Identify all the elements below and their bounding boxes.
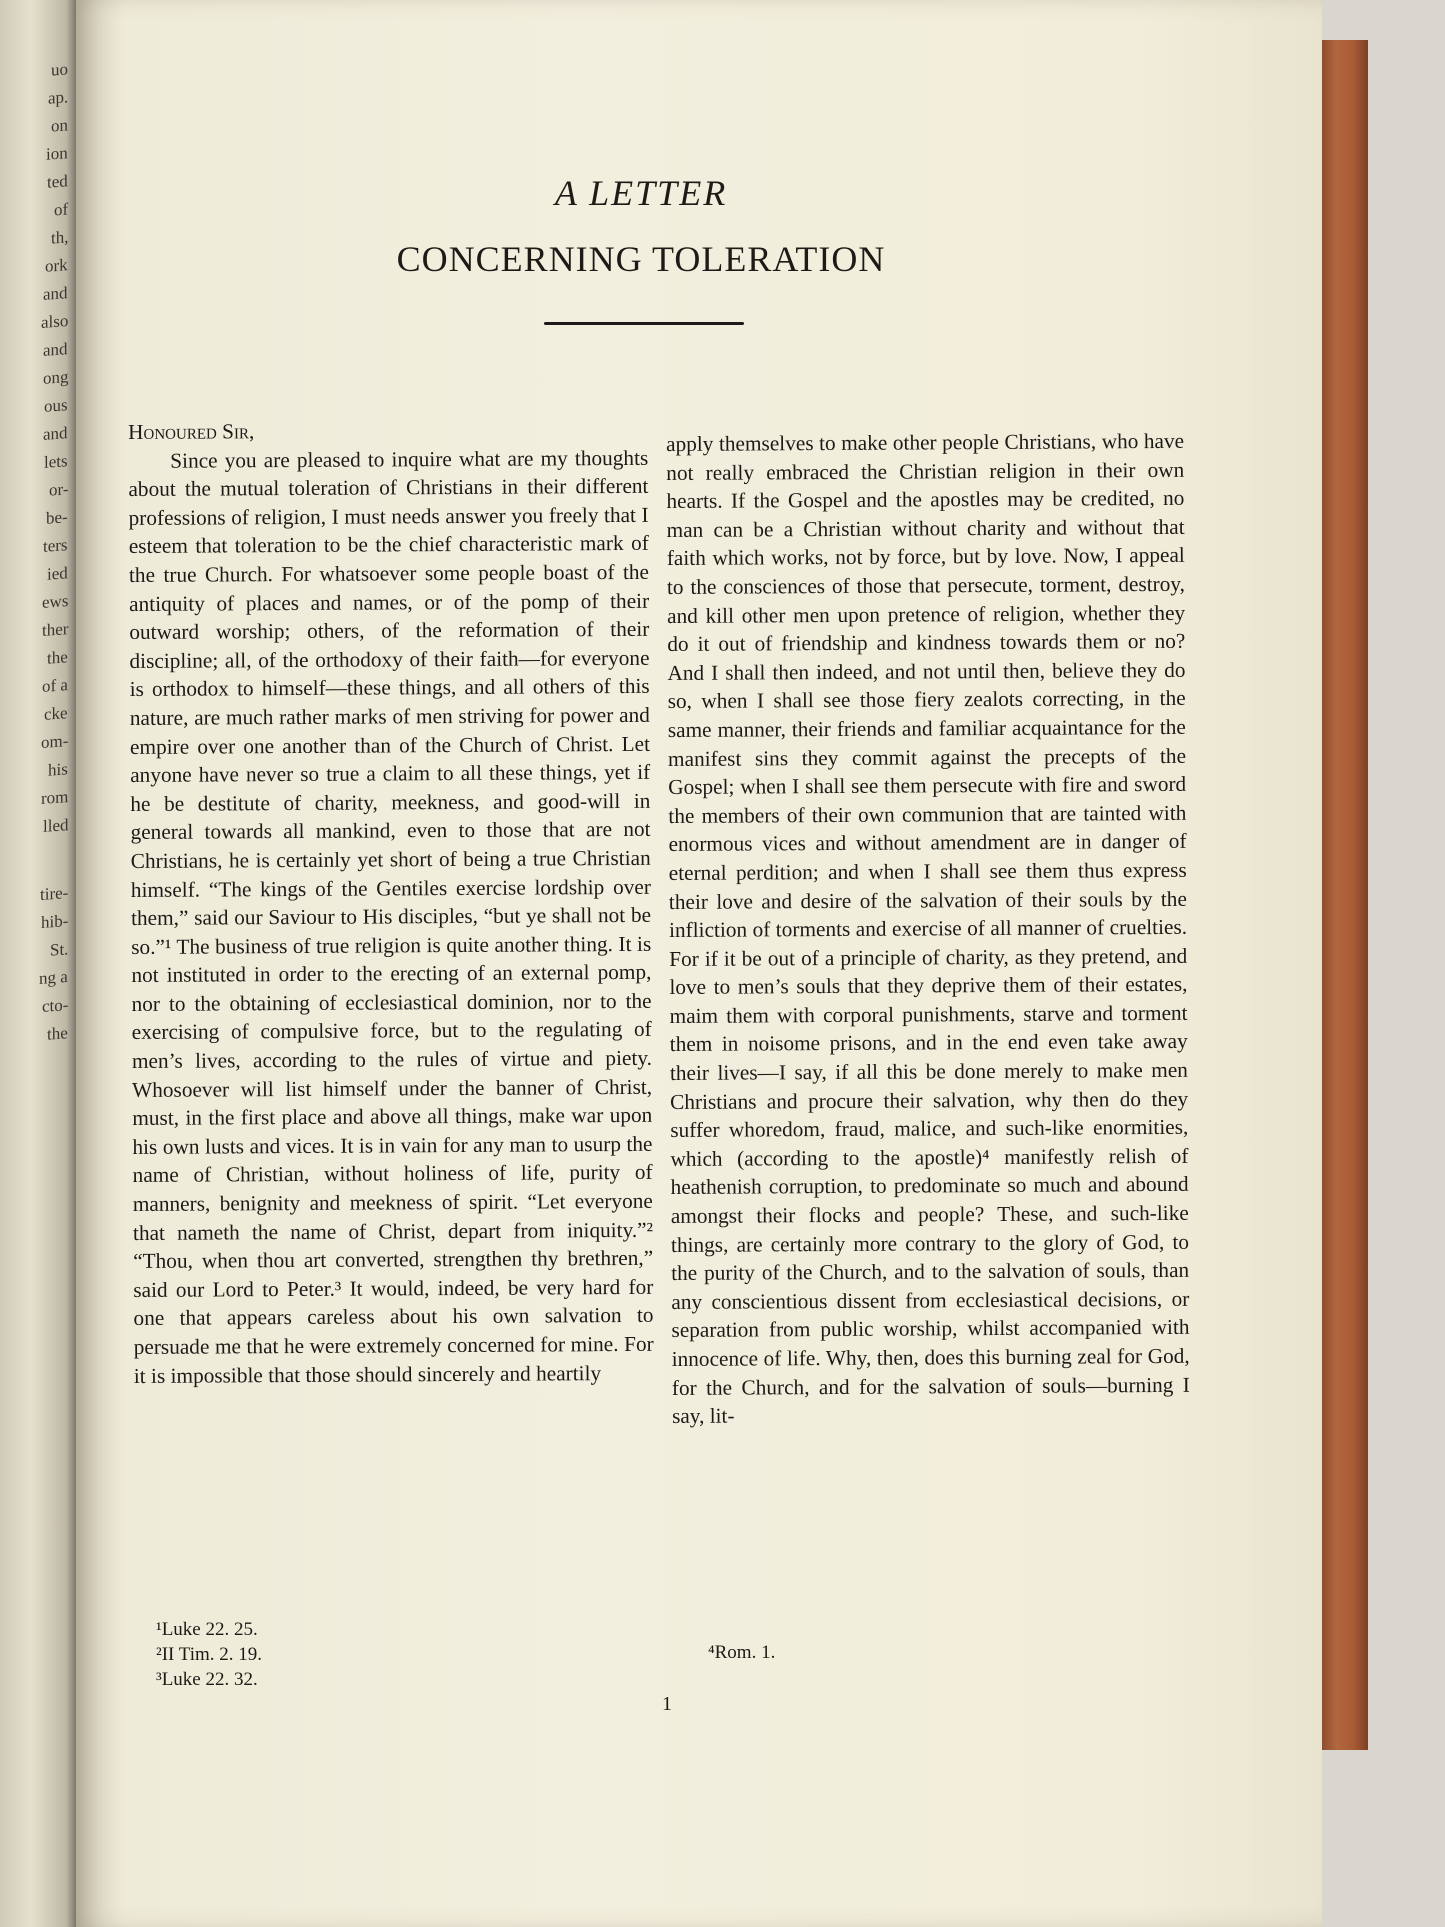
facing-page-edge (0, 0, 78, 1927)
facing-page-fragment: lets (44, 451, 68, 472)
footnote-1: ¹Luke 22. 25. (156, 1619, 258, 1640)
facing-page-fragment: rom (40, 787, 68, 808)
facing-page-fragment: ters (43, 535, 68, 556)
book-cover-edge (1320, 40, 1368, 1750)
footnote-4: ⁴Rom. 1. (708, 1642, 776, 1663)
facing-page-fragment: ng a (39, 966, 68, 989)
right-column (666, 427, 1190, 1431)
facing-page-fragment: ews (41, 591, 68, 612)
facing-page-fragment: ong (42, 367, 68, 388)
salutation: Honoured Sir, (128, 419, 255, 444)
facing-page-fragment: cto- (41, 995, 68, 1016)
facing-page-fragment: the (47, 647, 68, 668)
facing-page-fragment: ion (46, 143, 68, 164)
facing-page-fragment: St. (49, 939, 68, 960)
facing-page-fragment: tire- (39, 883, 68, 904)
facing-page-fragment: also (40, 311, 68, 332)
facing-page-fragment: hib- (40, 911, 68, 932)
facing-page-fragment: om- (40, 731, 68, 752)
facing-page-fragment: and (43, 339, 68, 360)
facing-page-fragment: ap. (47, 87, 68, 108)
facing-page-fragment: the (47, 1023, 68, 1044)
facing-page-fragment: ork (45, 255, 68, 276)
facing-page-fragment: uo (51, 59, 68, 80)
facing-page-fragment: ther (41, 619, 68, 640)
facing-page-fragment: ied (47, 563, 68, 584)
facing-page-fragment: and (43, 423, 68, 444)
facing-page-fragment: on (51, 115, 68, 136)
facing-page-fragment: ted (47, 171, 68, 192)
footnote-3: ³Luke 22. 32. (156, 1669, 258, 1690)
right-column-text: apply themselves to make other people Christians, who have not really embraced the Christian religion in their own hearts. If the Gospel and the apostles may be credited, no man can be a Christian without charity and without that faith which works, not by force, but by love. Now, I appeal to the consciences of those that persecute, torment, destroy, and kill other men upon pretence of religion, whether they do it out of friendship and kindness towards them or no? And I shall then indeed, and not until then, believe they do so, when I shall see those fiery zealots correcting, in the same manner, their friends and familiar acquaintance for the manifest sins they commit against the precepts of the Gospel; when I shall see them persecute with fire and sword the members of their own communion that are tainted with enormous vices and without amendment are in danger of eternal perdition; and when I shall see them thus express their love and desire of the salvation of their souls by the infliction of torments and exercise of all manner of cruelties. For if it be out of a principle of charity, as they pretend, and love to men’s souls that they deprive them of their estates, maim them with corporal punishments, starve and torment them in noisome prisons, and in the end even take away their lives—I say, if all this be done merely to make men Christians and procure their salvation, why then do they suffer whoredom, fraud, malice, and such-like enormities, which (according to the apostle)⁴ manifestly relish of heathenish corruption, to predominate so much and abound amongst their flocks and people? These, and such-like things, are certainly more contrary to the glory of God, to the purity of the Church, and to the salvation of souls, than any conscientious dissent from ecclesiastical decisions, or separation from public worship, whilst accompanied with innocence of life. Why, then, does this burning zeal for God, for the Church, and for the salvation of souls—burning I say, lit- (666, 428, 1190, 1429)
left-column (128, 415, 654, 1390)
facing-page-fragment: lled (42, 815, 68, 836)
page-number: 1 (662, 1693, 672, 1715)
facing-page-fragment: ous (44, 395, 68, 416)
facing-page-fragment: cke (44, 703, 68, 724)
facing-page-fragment: of a (42, 675, 68, 696)
facing-page-fragment: be- (46, 507, 68, 528)
facing-page-fragment: or- (48, 479, 68, 500)
title-line-1: A LETTER (554, 173, 728, 213)
book-page (76, 0, 1322, 1927)
facing-page-fragment: his (48, 759, 68, 780)
facing-page-fragment: and (43, 283, 68, 304)
facing-page-fragment: th, (50, 227, 68, 248)
title-line-2: CONCERNING TOLERATION (396, 239, 886, 279)
title-rule (544, 322, 744, 325)
left-column-text: Since you are pleased to inquire what are my thoughts about the mutual toleration of Christians in their different professions of religion, I must needs answer you freely that I esteem that toleration to be the chief characteristic mark of the true Church. For whatsoever some people boast of the antiquity of places and names, or of the pomp of their outward worship; others, of the reformation of their discipline; all, of the orthodoxy of their faith—for everyone is orthodox to himself—these things, and all others of this nature, are much rather marks of men striving for power and empire over one another than of the Church of Christ. Let anyone have never so true a claim to all these things, yet if he be destitute of charity, meekness, and good-will in general towards all mankind, even to those that are not Christians, he is certainly yet short of being a true Christian himself. “The kings of the Gentiles exercise lordship over them,” said our Saviour to His disciples, “but ye shall not be so.”¹ The business of true religion is quite another thing. It is not instituted in order to the erecting of an external pomp, nor to the obtaining of ecclesiastical dominion, nor to the exercising of compulsive force, but to the regulating of men’s lives, according to the rules of virtue and piety. Whosoever will list himself under the banner of Christ, must, in the first place and above all things, make war upon his own lusts and vices. It is in vain for any man to usurp the name of Christian, without holiness of life, purity of manners, benignity and meekness of spirit. “Let everyone that nameth the name of Christ, depart from iniquity.”² “Thou, when thou art converted, strengthen thy brethren,” said our Lord to Peter.³ It would, indeed, be very hard for one that appears careless about his own salvation to persuade me that he were extremely concerned for mine. For it is impossible that those should sincerely and heartily (128, 445, 654, 1388)
footnotes-left (156, 1617, 262, 1692)
facing-page-fragment: of (53, 199, 68, 220)
footnotes-right (708, 1640, 775, 1665)
footnote-2: ²II Tim. 2. 19. (156, 1644, 263, 1665)
